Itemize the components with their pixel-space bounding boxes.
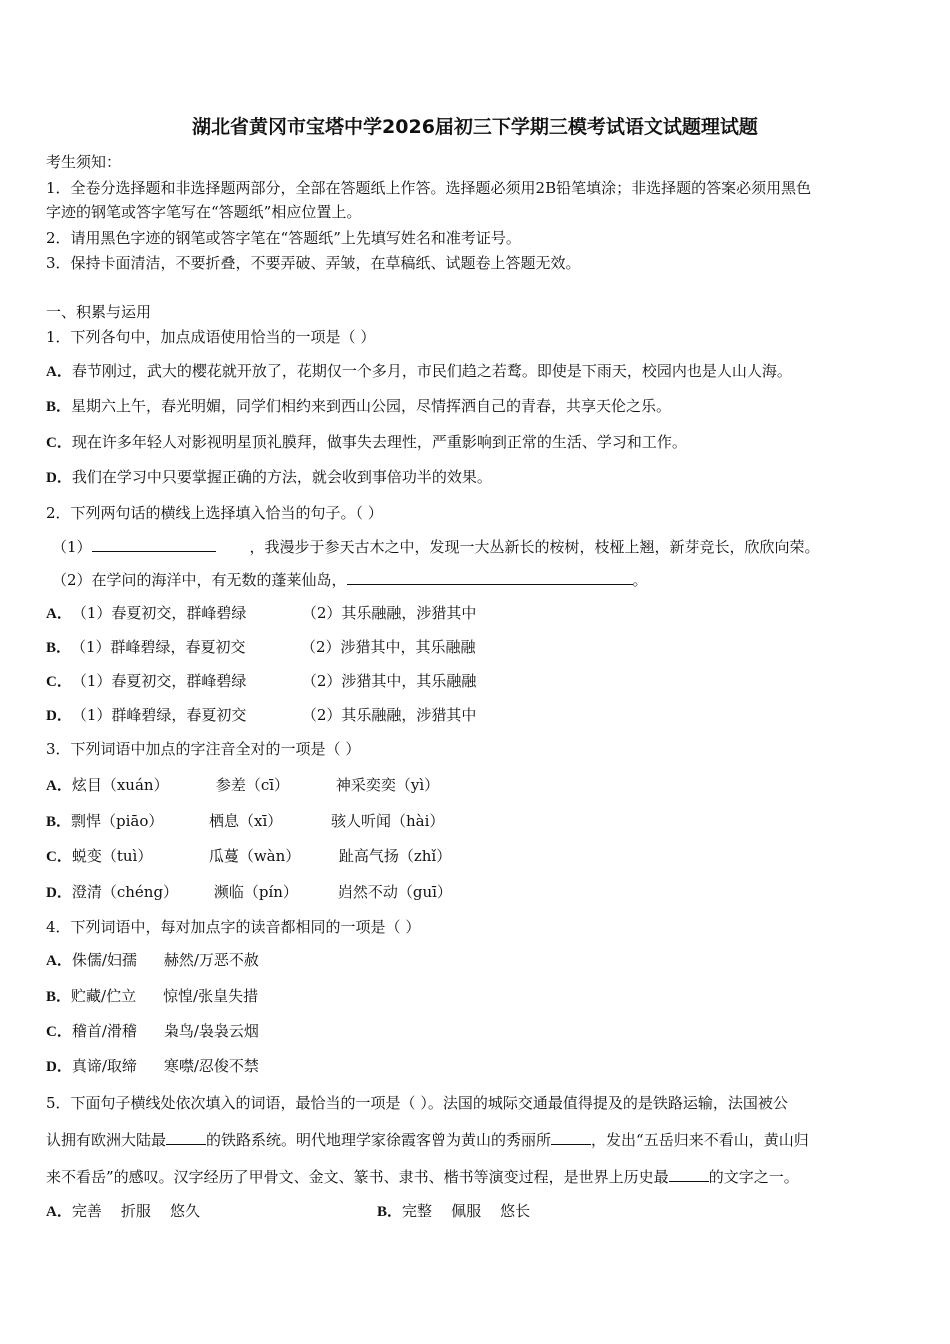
section-heading: 一、积累与运用 (46, 303, 152, 321)
question-1-option-c[interactable] (46, 432, 687, 453)
question-5-stem: 5．下面句子横线处依次填入的词语，最恰当的一项是（ ）。法国的城际交通最值得提及的是铁路运输，法国被公 (46, 1094, 788, 1112)
option-part: 稽首/滑稽 (71, 1022, 137, 1040)
question-1-stem: 1．下列各句中，加点成语使用恰当的一项是（ ） (46, 328, 376, 346)
question-3-option-b[interactable] (46, 811, 444, 832)
option-label: C． (46, 849, 72, 865)
question-2-option-b[interactable] (46, 637, 476, 658)
option-part: 贮藏/伫立 (71, 987, 137, 1005)
option-label: D． (46, 470, 72, 486)
notice-item: 2．请用黑色字迹的钢笔或答字笔在“答题纸”上先填写姓名和准考证号。 (46, 229, 521, 247)
question-3-option-c[interactable] (46, 846, 451, 867)
question-3-option-a[interactable] (46, 775, 439, 796)
passage-text: 认拥有欧洲大陆最 (46, 1131, 167, 1149)
question-1-option-a[interactable] (46, 361, 792, 382)
option-word: 神采奕奕（yì） (335, 776, 440, 794)
sentence-end: 。 (632, 571, 648, 589)
option-label: A． (46, 364, 72, 380)
option-label: C． (46, 674, 72, 690)
option-label: B． (46, 399, 72, 415)
option-part: （2）其乐融融，涉猎其中 (301, 604, 477, 622)
notice-item: 字迹的钢笔或答字笔写在“答题纸”相应位置上。 (46, 203, 362, 221)
option-label: A． (46, 778, 72, 794)
option-part: 侏儒/妇孺 (71, 951, 137, 969)
option-word: 栖息（xī） (209, 812, 283, 830)
question-1-option-b[interactable] (46, 396, 671, 417)
question-2-sentence-1 (52, 537, 820, 557)
option-text: 完善 折服 悠久 (71, 1202, 200, 1220)
option-label: A． (46, 1204, 72, 1220)
option-text: 星期六上午，春光明媚，同学们相约来到西山公园，尽情挥洒自己的青春，共享天伦之乐。 (71, 397, 672, 415)
option-word: 炫目（xuán） (71, 776, 169, 794)
page-title: 湖北省黄冈市宝塔中学2026届初三下学期三模考试语文试题理试题 (192, 116, 758, 138)
question-4-option-d[interactable] (46, 1056, 259, 1077)
notice-heading: 考生须知： (46, 153, 122, 171)
option-part: 寒噤/忍俊不禁 (163, 1057, 259, 1075)
passage-text: 来不看岳”的感叹。汉字经历了甲骨文、金文、篆书、隶书、楷书等演变过程，是世界上历史最 (46, 1168, 669, 1186)
option-part: （2）其乐融融，涉猎其中 (301, 706, 477, 724)
fill-blank[interactable] (551, 1130, 591, 1145)
option-part: （2）涉猎其中，其乐融融 (301, 638, 476, 656)
option-word: 岿然不动（guī） (337, 883, 452, 901)
option-part: 赫然/万恶不赦 (163, 951, 259, 969)
option-word: 蜕变（tuì） (71, 847, 153, 865)
sentence-text: ，我漫步于参天古木之中，发现一大丛新长的桉树，枝桠上翘，新芽竞长，欣欣向荣。 (249, 538, 820, 556)
sentence-prefix: （1） (52, 538, 92, 556)
option-part: （1）春夏初交，群峰碧绿 (71, 672, 247, 690)
question-2-option-d[interactable] (46, 705, 476, 726)
notice-item: 1．全卷分选择题和非选择题两部分，全部在答题纸上作答。选择题必须用2B铅笔填涂；非选择题的答案必须用黑色 (46, 179, 812, 197)
question-5-option-a[interactable] (46, 1201, 200, 1222)
option-part: 惊惶/张皇失措 (163, 987, 259, 1005)
notice-item: 3．保持卡面清洁，不要折叠，不要弄破、弄皱，在草稿纸、试题卷上答题无效。 (46, 254, 581, 272)
option-label: B． (46, 814, 72, 830)
option-text: 完整 佩服 悠长 (402, 1202, 531, 1220)
question-3-option-d[interactable] (46, 882, 452, 903)
option-part: （1）群峰碧绿，春夏初交 (71, 706, 247, 724)
option-text: 我们在学习中只要掌握正确的方法，就会收到事倍功半的效果。 (71, 468, 492, 486)
fill-blank[interactable] (347, 570, 633, 585)
question-5-text (46, 1130, 809, 1150)
option-label: D． (46, 708, 72, 724)
option-text: 现在许多年轻人对影视明星顶礼膜拜，做事失去理性，严重影响到正常的生活、学习和工作。 (71, 433, 687, 451)
question-2-sentence-2 (52, 570, 648, 590)
fill-blank[interactable] (166, 1130, 206, 1145)
option-label: A． (46, 606, 72, 622)
option-label: B． (46, 640, 72, 656)
passage-text: 的铁路系统。明代地理学家徐霞客曾为黄山的秀丽所 (206, 1131, 552, 1149)
option-part: （1）春夏初交，群峰碧绿 (71, 604, 247, 622)
question-5-text (46, 1167, 799, 1187)
option-label: C． (46, 435, 72, 451)
option-word: 剽悍（piāo） (71, 812, 164, 830)
fill-blank[interactable] (92, 537, 216, 552)
option-label: B． (377, 1204, 403, 1220)
fill-blank[interactable] (669, 1167, 709, 1182)
option-part: 枭鸟/袅袅云烟 (163, 1022, 259, 1040)
question-5-option-b[interactable] (377, 1201, 530, 1222)
option-word: 濒临（pín） (213, 883, 298, 901)
option-part: （2）涉猎其中，其乐融融 (301, 672, 477, 690)
question-2-stem: 2．下列两句话的横线上选择填入恰当的句子。（ ） (46, 504, 383, 522)
option-word: 参差（cī） (215, 776, 290, 794)
option-text: 春节刚过，武大的樱花就开放了，花期仅一个多月，市民们趋之若鹜。即使是下雨天，校园内也是人山人海。 (71, 362, 792, 380)
question-4-option-c[interactable] (46, 1021, 259, 1042)
option-part: （1）群峰碧绿，春夏初交 (71, 638, 246, 656)
question-4-option-b[interactable] (46, 986, 258, 1007)
sentence-text: （2）在学问的海洋中，有无数的蓬莱仙岛， (52, 571, 347, 589)
question-1-option-d[interactable] (46, 467, 492, 488)
option-label: A． (46, 953, 72, 969)
option-word: 瓜蔓（wàn） (208, 847, 301, 865)
option-label: D． (46, 885, 72, 901)
option-label: C． (46, 1024, 72, 1040)
question-4-option-a[interactable] (46, 950, 259, 971)
option-label: D． (46, 1059, 72, 1075)
option-word: 趾高气扬（zhǐ） (338, 847, 452, 865)
passage-text: 的文字之一。 (708, 1168, 799, 1186)
option-word: 骇人听闻（hài） (331, 812, 445, 830)
option-label: B． (46, 989, 72, 1005)
question-3-stem: 3．下列词语中加点的字注音全对的一项是（ ） (46, 740, 361, 758)
passage-text: ，发出“五岳归来不看山，黄山归 (591, 1131, 809, 1149)
question-4-stem: 4．下列词语中，每对加点字的读音都相同的一项是（ ） (46, 918, 421, 936)
question-2-option-a[interactable] (46, 603, 476, 624)
option-part: 真谛/取缔 (71, 1057, 137, 1075)
question-2-option-c[interactable] (46, 671, 476, 692)
option-word: 澄清（chéng） (71, 883, 179, 901)
